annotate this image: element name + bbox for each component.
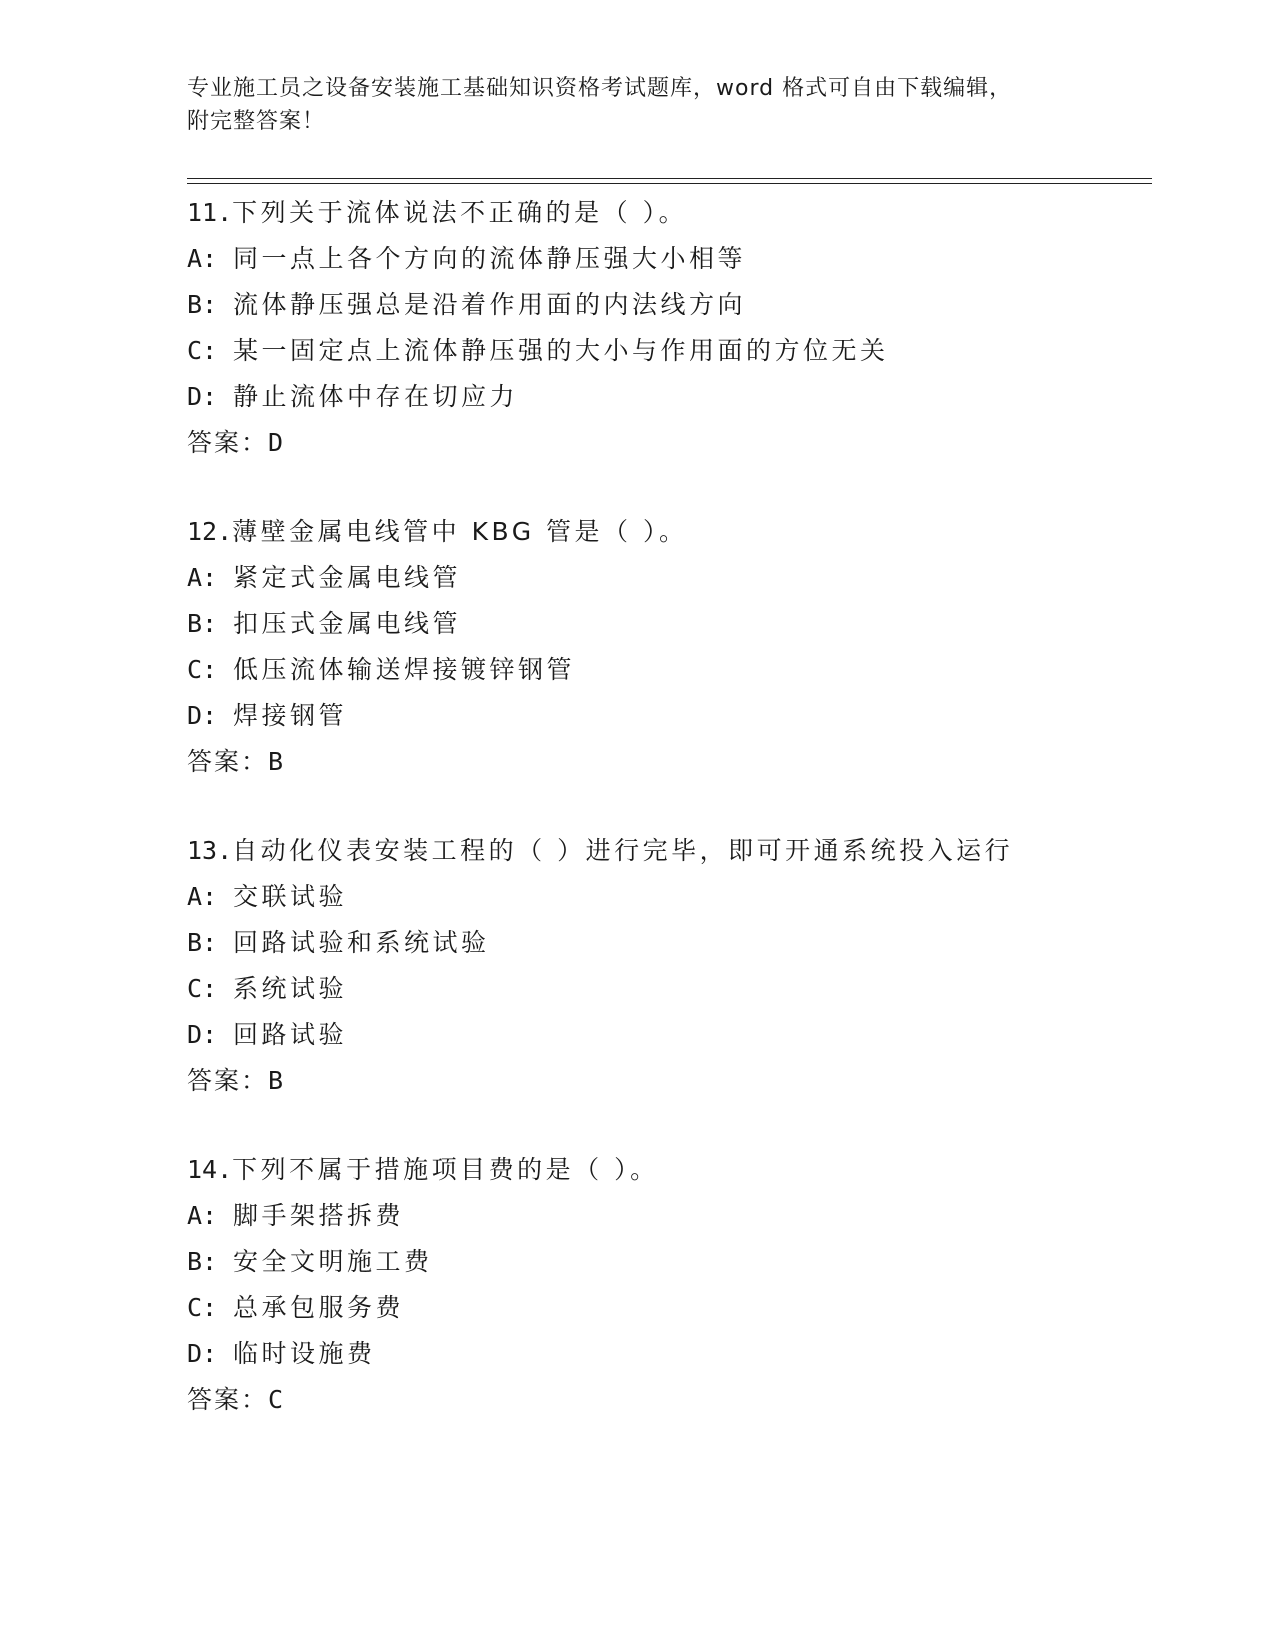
option-letter: C: — [187, 974, 218, 1003]
option-a — [187, 555, 1147, 601]
answer-label: 答案： — [187, 1066, 269, 1095]
option-letter: D: — [187, 1020, 218, 1049]
option-text: 交联试验 — [233, 882, 348, 911]
question-number: 12. — [187, 517, 233, 546]
option-text: 临时设施费 — [233, 1339, 376, 1368]
option-text: 总承包服务费 — [233, 1293, 405, 1322]
question-item — [187, 190, 1147, 509]
question-number: 11. — [187, 198, 233, 227]
option-c — [187, 647, 1147, 693]
option-letter: D: — [187, 701, 218, 730]
option-letter: D: — [187, 382, 218, 411]
header-divider-top — [187, 178, 1152, 179]
option-c — [187, 966, 1147, 1012]
option-letter: B: — [187, 1247, 218, 1276]
option-text: 回路试验和系统试验 — [233, 928, 490, 957]
option-text: 低压流体输送焊接镀锌钢管 — [233, 655, 576, 684]
option-letter: D: — [187, 1339, 218, 1368]
question-item — [187, 1147, 1147, 1466]
option-b — [187, 1239, 1147, 1285]
answer-label: 答案： — [187, 1385, 269, 1414]
option-letter: C: — [187, 655, 218, 684]
question-stem — [187, 190, 1147, 236]
option-a — [187, 874, 1147, 920]
question-number: 14. — [187, 1155, 233, 1184]
option-d — [187, 1331, 1147, 1377]
option-d — [187, 374, 1147, 420]
question-item — [187, 828, 1147, 1147]
option-d — [187, 1012, 1147, 1058]
option-c — [187, 328, 1147, 374]
question-item — [187, 509, 1147, 828]
answer-line — [187, 1058, 1147, 1104]
option-text: 安全文明施工费 — [233, 1247, 433, 1276]
option-text: 扣压式金属电线管 — [233, 609, 462, 638]
option-letter: B: — [187, 290, 218, 319]
question-text: 下列不属于措施项目费的是（ ）。 — [232, 1155, 659, 1184]
question-stem — [187, 828, 1147, 874]
option-text: 某一固定点上流体静压强的大小与作用面的方位无关 — [233, 336, 889, 365]
question-text: 薄壁金属电线管中 KBG 管是（ ）。 — [232, 517, 688, 546]
answer-line — [187, 420, 1147, 466]
option-text: 焊接钢管 — [233, 701, 348, 730]
option-b — [187, 601, 1147, 647]
question-list — [187, 190, 1147, 1466]
option-letter: A: — [187, 882, 218, 911]
option-text: 系统试验 — [233, 974, 348, 1003]
document-header — [187, 72, 1087, 138]
option-b — [187, 920, 1147, 966]
answer-line — [187, 1377, 1147, 1423]
option-b — [187, 282, 1147, 328]
header-line-1: 专业施工员之设备安装施工基础知识资格考试题库，word 格式可自由下载编辑， — [187, 76, 1013, 101]
answer-value: B — [268, 747, 284, 776]
option-text: 流体静压强总是沿着作用面的内法线方向 — [233, 290, 747, 319]
question-stem — [187, 1147, 1147, 1193]
option-d — [187, 693, 1147, 739]
option-letter: B: — [187, 609, 218, 638]
option-text: 静止流体中存在切应力 — [233, 382, 519, 411]
question-text: 下列关于流体说法不正确的是（ ）。 — [232, 198, 688, 227]
option-text: 紧定式金属电线管 — [233, 563, 462, 592]
option-text: 回路试验 — [233, 1020, 348, 1049]
answer-label: 答案： — [187, 428, 269, 457]
answer-value: B — [268, 1066, 284, 1095]
option-letter: A: — [187, 244, 218, 273]
option-letter: B: — [187, 928, 218, 957]
question-stem — [187, 509, 1147, 555]
answer-label: 答案： — [187, 747, 269, 776]
option-text: 脚手架搭拆费 — [233, 1201, 405, 1230]
option-a — [187, 236, 1147, 282]
option-letter: C: — [187, 336, 218, 365]
header-divider-bottom — [187, 183, 1152, 184]
header-line-2: 附完整答案！ — [187, 109, 326, 134]
option-letter: A: — [187, 563, 218, 592]
option-c — [187, 1285, 1147, 1331]
answer-value: C — [268, 1385, 284, 1414]
question-text: 自动化仪表安装工程的（ ）进行完毕，即可开通系统投入运行 — [232, 836, 1014, 865]
option-text: 同一点上各个方向的流体静压强大小相等 — [233, 244, 747, 273]
option-letter: C: — [187, 1293, 218, 1322]
question-number: 13. — [187, 836, 233, 865]
answer-line — [187, 739, 1147, 785]
option-letter: A: — [187, 1201, 218, 1230]
option-a — [187, 1193, 1147, 1239]
answer-value: D — [268, 428, 284, 457]
